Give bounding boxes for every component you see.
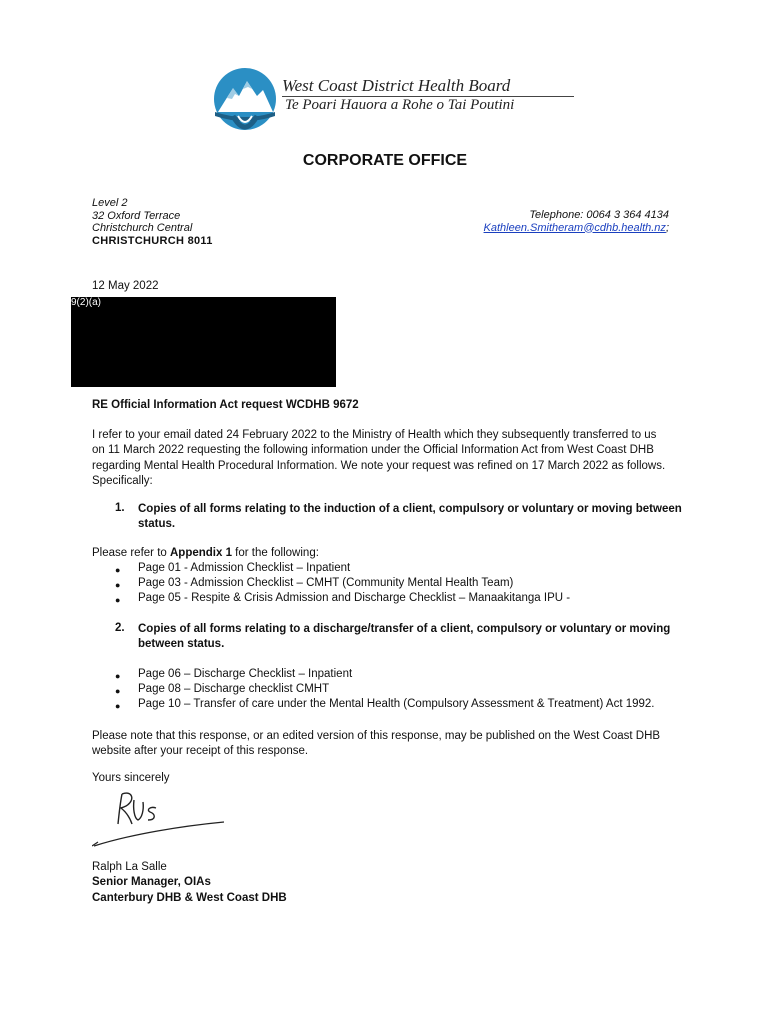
item-heading (138, 622, 683, 653)
signature-block (92, 860, 287, 906)
org-name-maori: Te Poari Hauora a Rohe o Tai Poutini (285, 97, 515, 113)
bullet: ● (115, 580, 121, 590)
email-line (484, 222, 669, 235)
closing: Yours sincerely (92, 772, 170, 784)
redaction-box (71, 297, 336, 387)
intro-line: on 11 March 2022 requesting the following information under the Official Information Act from West Coast DHB (92, 444, 654, 457)
list-item: Page 05 - Respite & Crisis Admission and Discharge Checklist – Manaakitanga IPU - (138, 592, 571, 604)
item-heading-line: status. (138, 518, 176, 531)
item-heading (138, 502, 683, 533)
intro-line: Specifically: (92, 474, 153, 487)
office-address (92, 197, 213, 247)
item-number: 1. (115, 502, 125, 514)
item-heading-line: between status. (138, 638, 225, 651)
contact-block (484, 209, 669, 234)
publication-line: website after your receipt of this response. (92, 745, 309, 758)
signer-name: Ralph La Salle (92, 861, 167, 873)
item-number: 2. (115, 622, 125, 634)
item-heading-line: Copies of all forms relating to a discharge/transfer of a client, compulsory or voluntary or moving (138, 623, 671, 635)
address-line: 32 Oxford Terrace (92, 209, 181, 222)
address-city: CHRISTCHURCH 8011 (92, 234, 213, 247)
intro-line: I refer to your email dated 24 February 2022 to the Ministry of Health which they subsequently transferred to us (92, 429, 657, 441)
page-title: CORPORATE OFFICE (302, 152, 468, 169)
publication-line: Please note that this response, or an edited version of this response, may be published on the West Coast DHB (92, 730, 661, 742)
list-item: Page 01 - Admission Checklist – Inpatient (138, 562, 351, 574)
redaction-code: 9(2)(a) (71, 297, 102, 308)
signer-org: Canterbury DHB & West Coast DHB (92, 891, 287, 904)
signature (92, 782, 232, 852)
telephone: Telephone: 0064 3 364 4134 (529, 209, 669, 221)
bullet: ● (115, 686, 121, 696)
list-item: Page 06 – Discharge Checklist – Inpatient (138, 668, 353, 680)
appendix-intro (92, 546, 692, 561)
appendix-text: for the following: (231, 547, 319, 559)
subject-line: RE Official Information Act request WCDHB 9672 (92, 399, 359, 411)
email-suffix: ; (665, 221, 669, 234)
bullet: ● (115, 565, 121, 575)
appendix-ref: Appendix 1 (169, 547, 232, 559)
handwritten-signature-icon (92, 782, 232, 852)
address-line: Christchurch Central (92, 222, 193, 234)
intro-paragraph (92, 428, 692, 489)
publication-note (92, 729, 712, 760)
item-heading-line: Copies of all forms relating to the induction of a client, compulsory or voluntary or moving between (138, 503, 682, 515)
bullet: ● (115, 701, 121, 711)
signer-title: Senior Manager, OIAs (92, 876, 211, 889)
list-item: Page 03 - Admission Checklist – CMHT (Community Mental Health Team) (138, 577, 514, 589)
appendix-text: Please refer to (92, 547, 170, 559)
bullet: ● (115, 671, 121, 681)
mountain-emblem-icon (205, 66, 285, 136)
letter-date: 12 May 2022 (92, 280, 159, 292)
email-link[interactable]: Kathleen.Smitheram@cdhb.health.nz (483, 221, 666, 234)
bullet: ● (115, 595, 121, 605)
address-line: Level 2 (92, 197, 128, 209)
list-item: Page 10 – Transfer of care under the Mental Health (Compulsory Assessment & Treatment) Act 1992. (138, 698, 655, 710)
intro-line: regarding Mental Health Procedural Information. We note your request was refined on 17 March 2022 as follows. (92, 459, 666, 472)
list-item: Page 08 – Discharge checklist CMHT (138, 683, 330, 695)
org-name-english: West Coast District Health Board (282, 76, 511, 95)
